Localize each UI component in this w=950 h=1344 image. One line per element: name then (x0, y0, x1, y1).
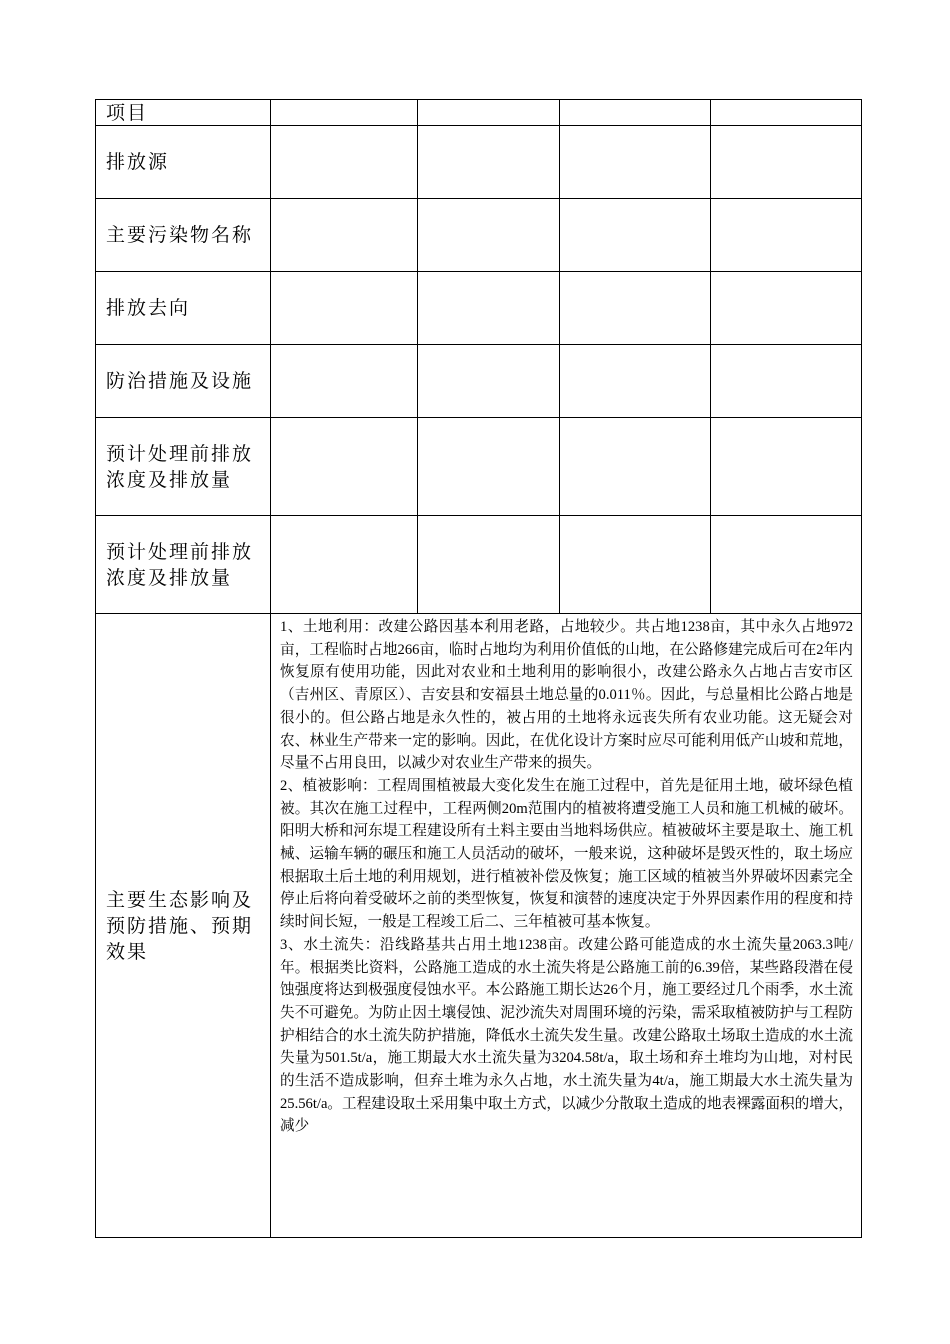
ecology-label: 主要生态影响及预防措施、预期效果 (96, 614, 271, 1238)
empty-cell (560, 199, 711, 272)
empty-cell (271, 100, 418, 126)
row-label-emission-source: 排放源 (96, 126, 271, 199)
empty-cell (711, 516, 862, 614)
empty-cell (271, 516, 418, 614)
header-label: 项目 (96, 100, 271, 126)
header-row (96, 100, 862, 126)
empty-cell (711, 126, 862, 199)
empty-cell (711, 418, 862, 516)
empty-cell (711, 345, 862, 418)
empty-cell (418, 516, 560, 614)
table-row (96, 126, 862, 199)
row-label-prevention-measures: 防治措施及设施 (96, 345, 271, 418)
empty-cell (271, 345, 418, 418)
empty-cell (271, 418, 418, 516)
paragraph-vegetation: 2、植被影响：工程周围植被最大变化发生在施工过程中，首先是征用土地，破坏绿色植被。其次在施工过程中，工程两侧20m范围内的植被将遭受施工人员和施工机械的破坏。阳明大桥和河东堤工程建设所有土料主要由当地料场供应。植被破坏主要是取土、施工机械、运输车辆的碾压和施工人员活动的破坏，一般来说，这种破坏是毁灭性的，取土场应根据取土后土地的利用规划，进行植被补偿及恢复；施工区域的植被当外界破坏因素完全停止后将向着受破坏之前的类型恢复，恢复和演替的速度决定于外界因素作用的程度和持续时间长短，一般是工程竣工后二、三年植被可基本恢复。 (280, 777, 853, 931)
table-row (96, 418, 862, 516)
empty-cell (560, 418, 711, 516)
empty-cell (560, 345, 711, 418)
table-row (96, 345, 862, 418)
empty-cell (271, 126, 418, 199)
empty-cell (560, 100, 711, 126)
empty-cell (711, 199, 862, 272)
empty-cell (560, 272, 711, 345)
row-label-pre-treatment-concentration-2: 预计处理前排放浓度及排放量 (96, 516, 271, 614)
row-label-main-pollutants: 主要污染物名称 (96, 199, 271, 272)
table-row (96, 516, 862, 614)
ecology-row (96, 614, 862, 1238)
empty-cell (418, 272, 560, 345)
empty-cell (711, 100, 862, 126)
paragraph-land-use: 1、土地利用：改建公路因基本利用老路，占地较少。共占地1238亩，其中永久占地972亩，工程临时占地266亩，临时占地均为利用价值低的山地，在公路修建完成后可在2年内恢复原有使用功能，因此对农业和土地利用的影响很小，改建公路永久占地占吉安市区（吉州区、青原区）、吉安县和安福县土地总量的0.011％。因此，与总量相比公路占地是很小的。但公路占地是永久性的，被占用的土地将永远丧失所有农业功能。这无疑会对农、林业生产带来一定的影响。因此，在优化设计方案时应尽可能利用低产山坡和荒地，尽量不占用良田，以减少对农业生产带来的损失。 (280, 619, 853, 772)
row-label-pre-treatment-concentration: 预计处理前排放浓度及排放量 (96, 418, 271, 516)
empty-cell (418, 100, 560, 126)
empty-cell (271, 199, 418, 272)
empty-cell (711, 272, 862, 345)
empty-cell (560, 126, 711, 199)
empty-cell (560, 516, 711, 614)
empty-cell (418, 418, 560, 516)
paragraph-soil-erosion: 3、水土流失：沿线路基共占用土地1238亩。改建公路可能造成的水土流失量2063.3吨/年。根据类比资料，公路施工造成的水土流失将是公路施工前的6.39倍，某些路段潜在侵蚀强度将达到极强度侵蚀水平。本公路施工期长达26个月，施工要经过几个雨季，水土流失不可避免。为防止因土壤侵蚀、泥沙流失对周围环境的污染，需采取植被防护与工程防护相结合的水土流失防护措施，降低水土流失发生量。改建公路取土场取土造成的水土流失量为501.5t/a，施工期最大水土流失量为3204.58t/a，取土场和弃土堆均为山地，对村民的生活不造成影响，但弃土堆为永久占地，水土流失量为4t/a，施工期最大水土流失量为25.56t/a。工程建设取土采用集中取土方式，以减少分散取土造成的地表裸露面积的增大，减少 (280, 936, 853, 1135)
empty-cell (418, 199, 560, 272)
empty-cell (418, 126, 560, 199)
row-label-discharge-destination: 排放去向 (96, 272, 271, 345)
ecology-body (271, 614, 862, 1238)
empty-cell (418, 345, 560, 418)
table-row (96, 272, 862, 345)
empty-cell (271, 272, 418, 345)
table-row (96, 199, 862, 272)
environmental-assessment-table (95, 99, 862, 1238)
